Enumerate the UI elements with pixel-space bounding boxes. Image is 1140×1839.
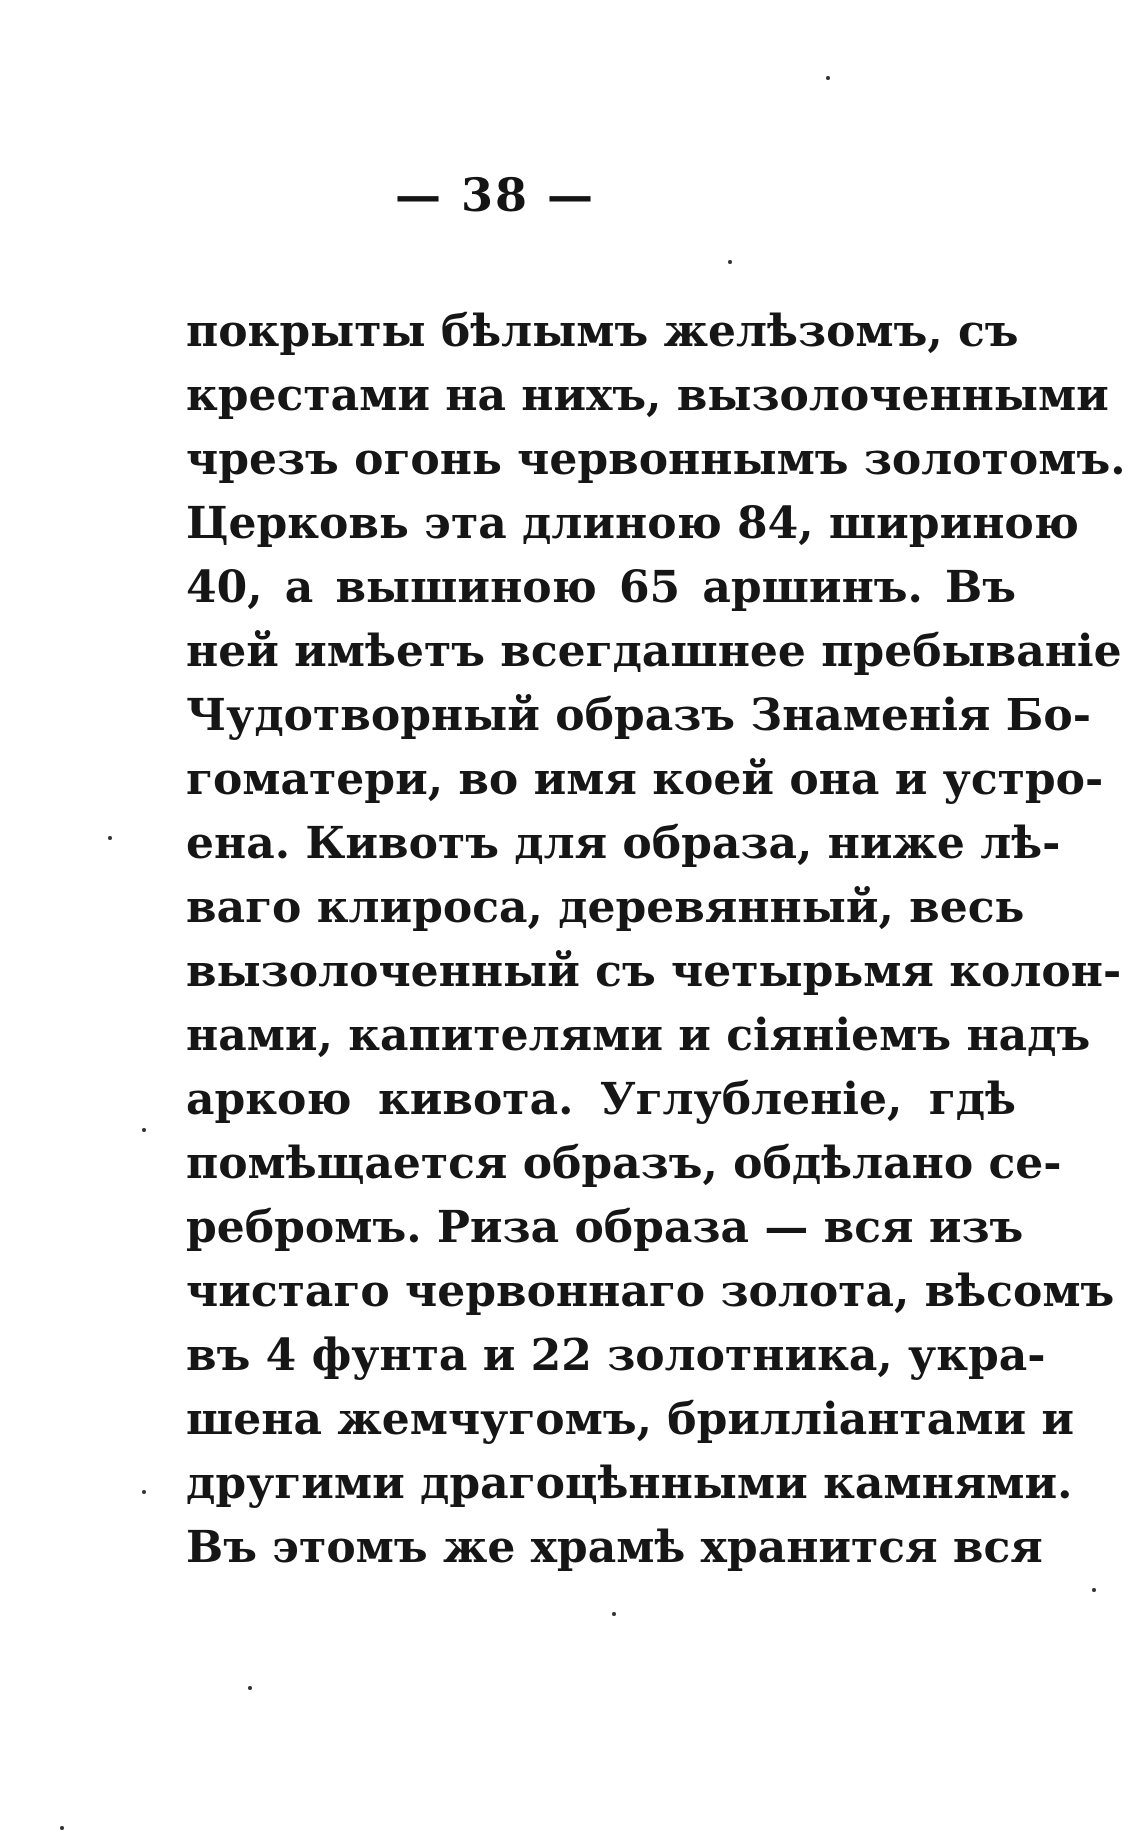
text-line: ваго клироса, деревянный, весь (186, 882, 1025, 933)
page-number: — 38 — (394, 168, 596, 222)
text-line: чистаго червоннаго золота, вѣсомъ (186, 1266, 1115, 1317)
text-line: другими драгоцѣнными камнями. (186, 1458, 1073, 1509)
scan-speck (142, 1128, 146, 1132)
text-line: 40, а вышиною 65 аршинъ. Въ (186, 562, 1016, 613)
text-line: ена. Кивотъ для образа, ниже лѣ- (186, 818, 1061, 869)
text-line: покрыты бѣлымъ желѣзомъ, съ (186, 306, 1019, 357)
text-line: въ 4 фунта и 22 золотника, укра- (186, 1330, 1046, 1381)
scan-speck (142, 1490, 146, 1494)
text-line: вызолоченный съ четырьмя колон- (186, 946, 1122, 997)
text-line: Въ этомъ же храмѣ хранится вся (186, 1522, 1043, 1573)
scan-speck (612, 1612, 616, 1616)
text-line: ребромъ. Риза образа — вся изъ (186, 1202, 1024, 1253)
scan-speck (728, 260, 732, 264)
text-line: ней имѣетъ всегдашнее пребываніе (186, 626, 1122, 677)
text-line: помѣщается образъ, обдѣлано се- (186, 1138, 1062, 1189)
scan-speck (60, 1826, 64, 1830)
text-line: нами, капителями и сіяніемъ надъ (186, 1010, 1091, 1061)
text-line: чрезъ огонь червоннымъ золотомъ. (186, 434, 1126, 485)
scan-speck (826, 76, 830, 80)
scan-speck (1092, 1588, 1096, 1592)
text-line: Чудотворный образъ Знаменія Бо- (186, 690, 1091, 741)
text-line: крестами на нихъ, вызолоченными (186, 370, 1109, 421)
text-line: аркою кивота. Углубленіе, гдѣ (186, 1074, 1016, 1125)
scan-speck (248, 1686, 252, 1690)
body-text (186, 300, 1126, 1580)
text-line: Церковь эта длиною 84, шириною (186, 498, 1079, 549)
text-line: гоматери, во имя коей она и устро- (186, 754, 1104, 805)
scan-speck (108, 836, 112, 840)
text-line: шена жемчугомъ, брилліантами и (186, 1394, 1075, 1445)
